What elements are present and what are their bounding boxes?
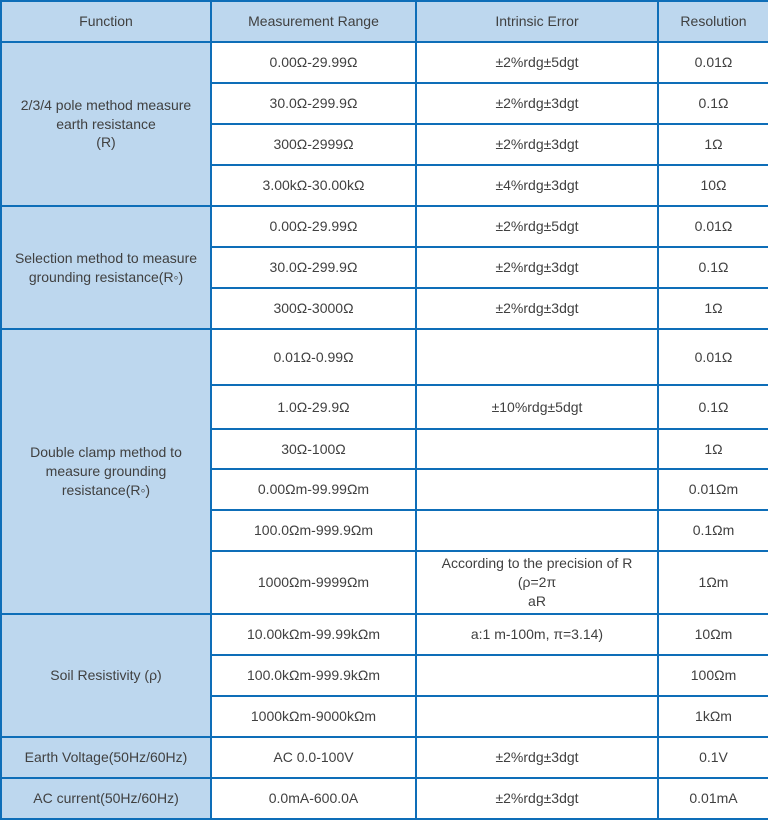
function-line: earth resistance [56,115,156,132]
table-row [1,42,768,83]
error-cell: ±4%rdg±3dgt [416,165,658,206]
range-cell: 1.0Ω-29.9Ω [211,385,416,429]
resolution-cell: 0.01mA [658,778,768,819]
range-cell: 30.0Ω-299.9Ω [211,83,416,124]
error-cell: ±10%rdg±5dgt [416,385,658,429]
range-cell: 0.00Ωm-99.99Ωm [211,469,416,510]
resolution-cell: 0.1Ω [658,83,768,124]
resolution-cell: 1Ωm [658,551,768,614]
error-cell: ±2%rdg±3dgt [416,124,658,165]
error-cell: ±2%rdg±3dgt [416,778,658,819]
header-row [1,1,768,42]
function-line: Selection method to measure [14,249,198,266]
resolution-cell: 0.1Ω [658,247,768,288]
error-cell [416,329,658,385]
resolution-cell: 0.1V [658,737,768,778]
range-cell: 100.0kΩm-999.9kΩm [211,655,416,696]
range-cell: 3.00kΩ-30.00kΩ [211,165,416,206]
error-cell: a:1 m-100m, π=3.14) [416,614,658,655]
function-cell-selection-method [1,206,211,329]
range-cell: 30Ω-100Ω [211,429,416,469]
error-cell [416,510,658,551]
function-line: grounding resistance(R◦) [28,268,184,285]
resolution-cell: 0.01Ω [658,329,768,385]
resolution-cell: 10Ωm [658,614,768,655]
function-cell-ac-current [1,778,211,819]
range-cell: 300Ω-3000Ω [211,288,416,329]
function-line: Earth Voltage(50Hz/60Hz) [24,748,188,765]
range-cell: 10.00kΩm-99.99kΩm [211,614,416,655]
function-line: AC current(50Hz/60Hz) [33,789,179,806]
resolution-cell: 0.01Ω [658,206,768,247]
range-cell: 0.00Ω-29.99Ω [211,42,416,83]
resolution-cell: 100Ωm [658,655,768,696]
resolution-cell: 0.01Ω [658,42,768,83]
header-measurement-range: Measurement Range [211,1,416,42]
error-line: aR [528,592,546,609]
resolution-cell: 0.1Ωm [658,510,768,551]
header-intrinsic-error: Intrinsic Error [416,1,658,42]
resolution-cell: 1Ω [658,288,768,329]
error-line: According to the precision of R (ρ=2π [441,555,633,590]
range-cell: 100.0Ωm-999.9Ωm [211,510,416,551]
function-cell-double-clamp [1,329,211,614]
range-cell: 1000Ωm-9999Ωm [211,551,416,614]
function-line: resistance(R◦) [61,481,151,498]
error-cell: ±2%rdg±3dgt [416,247,658,288]
function-line: (R) [96,134,116,151]
table-row [1,778,768,819]
header-function: Function [1,1,211,42]
table-row [1,614,768,655]
function-line: Soil Resistivity (ρ) [50,666,162,683]
function-cell-earth-voltage [1,737,211,778]
error-cell [416,429,658,469]
error-cell [416,469,658,510]
function-line: Double clamp method to [30,444,182,460]
range-cell: AC 0.0-100V [211,737,416,778]
error-cell [416,696,658,737]
range-cell: 30.0Ω-299.9Ω [211,247,416,288]
error-cell: ±2%rdg±5dgt [416,206,658,247]
error-cell [416,551,658,614]
resolution-cell: 10Ω [658,165,768,206]
error-cell [416,655,658,696]
resolution-cell: 1kΩm [658,696,768,737]
header-resolution: Resolution [658,1,768,42]
table-row [1,329,768,385]
error-cell: ±2%rdg±3dgt [416,83,658,124]
resolution-cell: 1Ω [658,429,768,469]
resolution-cell: 0.01Ωm [658,469,768,510]
resolution-cell: 1Ω [658,124,768,165]
range-cell: 0.01Ω-0.99Ω [211,329,416,385]
resolution-cell: 0.1Ω [658,385,768,429]
range-cell: 0.0mA-600.0A [211,778,416,819]
error-cell: ±2%rdg±3dgt [416,288,658,329]
function-line: 2/3/4 pole method measure [20,96,192,113]
function-cell-pole-method [1,42,211,206]
table-row [1,206,768,247]
range-cell: 1000kΩm-9000kΩm [211,696,416,737]
range-cell: 300Ω-2999Ω [211,124,416,165]
error-cell: ±2%rdg±5dgt [416,42,658,83]
error-cell: ±2%rdg±3dgt [416,737,658,778]
function-line: measure grounding [45,462,167,479]
function-cell-soil-resistivity [1,614,211,737]
range-cell: 0.00Ω-29.99Ω [211,206,416,247]
table-row [1,737,768,778]
